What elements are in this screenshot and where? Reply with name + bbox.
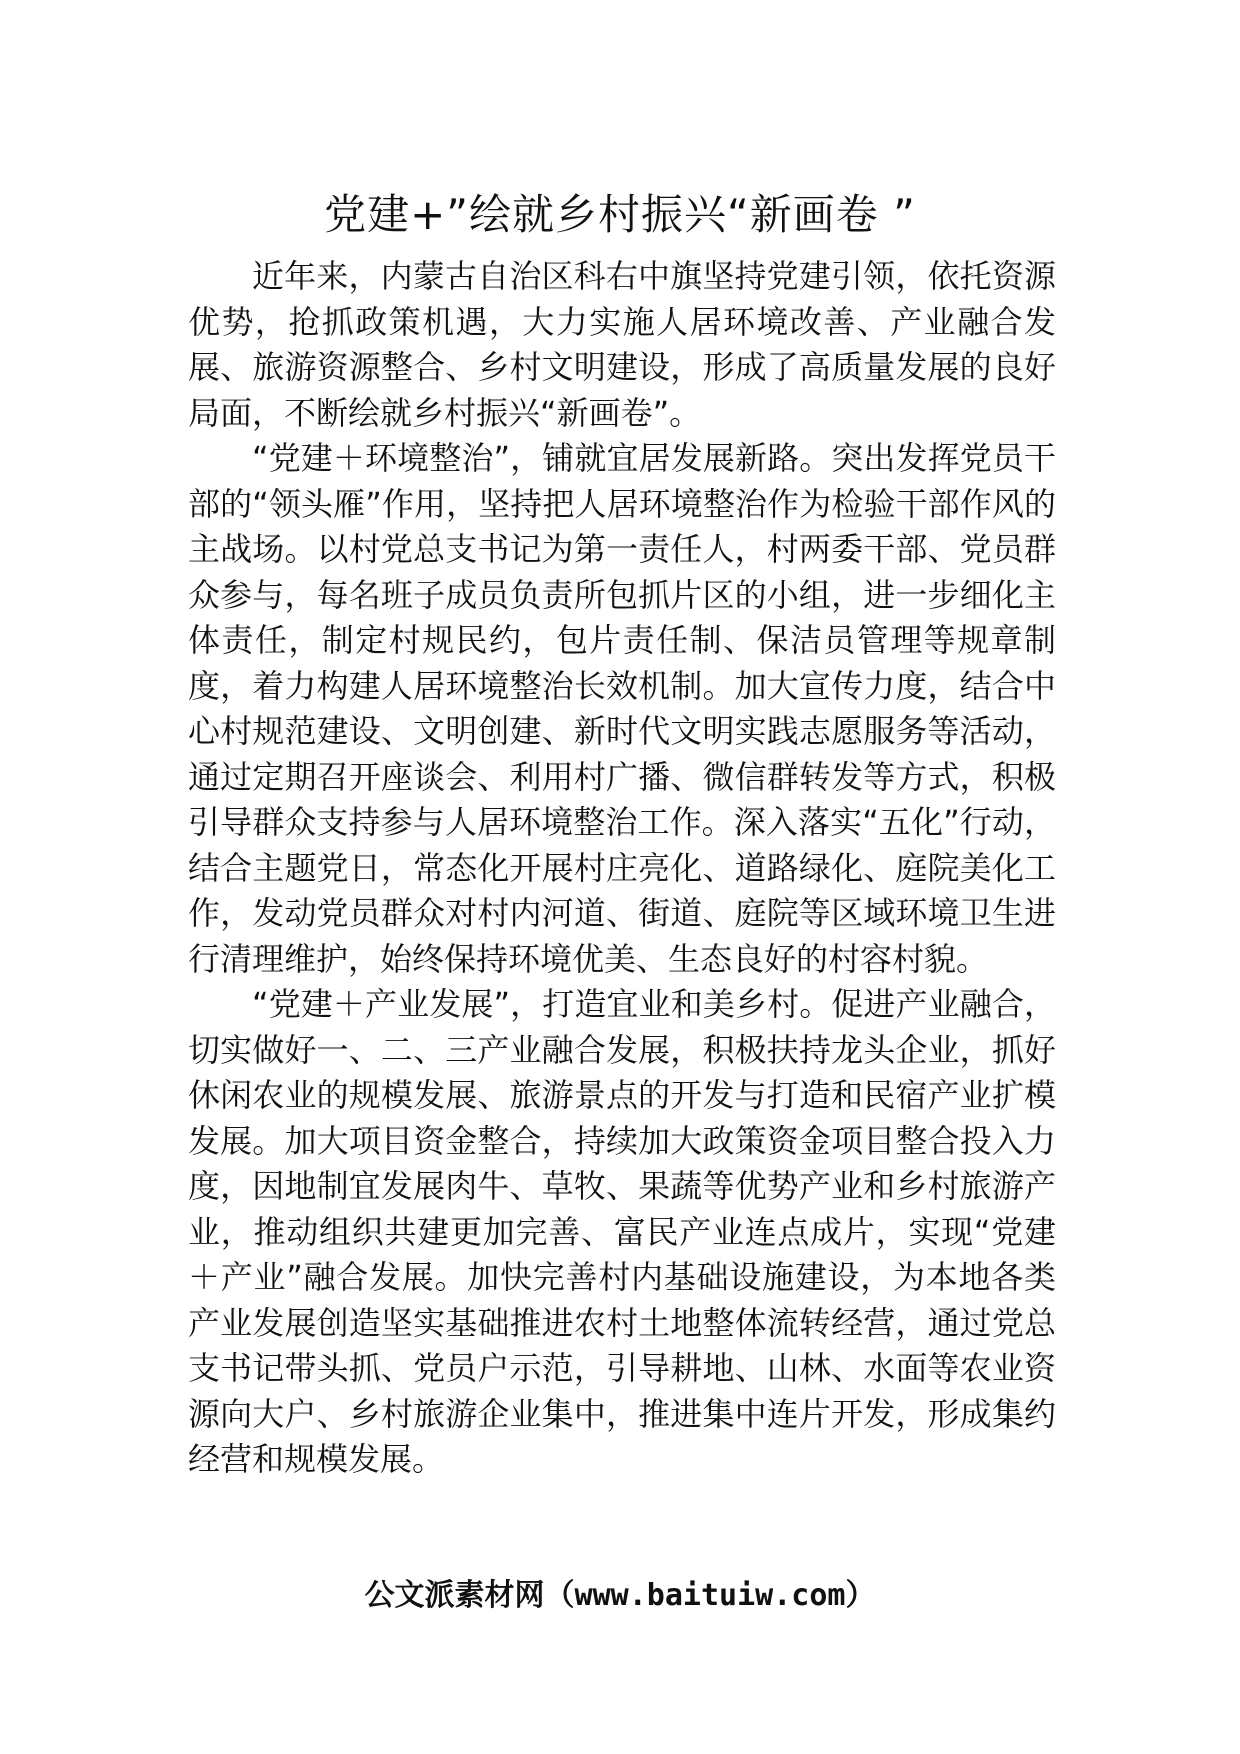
document-body bbox=[188, 254, 1056, 1483]
footer-url[interactable]: （www.baituiw.com） bbox=[544, 1578, 876, 1613]
paragraph-industry bbox=[188, 982, 1056, 1483]
footer-site-name: 公文派素材网 bbox=[364, 1578, 545, 1613]
paragraph-text: 铺就宜居发展新路。突出发挥党员干部的“领头雁”作用，坚持把人居环境整治作为检验干部作风的主战场。以村党总支书记为第一责任人，村两委干部、党员群众参与，每名班子成员负责所包抓片区的小组，进一步细化主体责任，制定村规民约，包片责任制、保洁员管理等规章制度，着力构建人居环境整治长效机制。加大宣传力度，结合中心村规范建设、文明创建、新时代文明实践志愿服务等活动，通过定期召开座谈会、利用村广播、微信群转发等方式，积极引导群众支持参与人居环境整治工作。深入落实“五化”行动，结合主题党日，常态化开展村庄亮化、道路绿化、庭院美化工作，发动党员群众对村内河道、街道、庭院等区域环境卫生进行清理维护，始终保持环境优美、生态良好的村容村貌。 bbox=[188, 439, 1056, 978]
paragraph-intro bbox=[188, 254, 1056, 436]
paragraph-text: 打造宜业和美乡村。促进产业融合，切实做好一、二、三产业融合发展，积极扶持龙头企业，抓好休闲农业的规模发展、旅游景点的开发与打造和民宿产业扩模发展。加大项目资金整合，持续加大政策资金项目整合投入力度，因地制宜发展肉牛、草牧、果蔬等优势产业和乡村旅游产业，推动组织共建更加完善、富民产业连点成片，实现“党建＋产业”融合发展。加快完善村内基础设施建设，为本地各类产业发展创造坚实基础推进农村土地整体流转经营，通过党总支书记带头抓、党员户示范，引导耕地、山林、水面等农业资源向大户、乡村旅游企业集中，推进集中连片开发，形成集约经营和规模发展。 bbox=[188, 985, 1056, 1478]
document-title: 党建+”绘就乡村振兴“新画卷 ” bbox=[324, 190, 916, 239]
paragraph-environment bbox=[188, 436, 1056, 982]
footer-watermark bbox=[0, 1574, 1240, 1618]
paragraph-text: 近年来，内蒙古自治区科右中旗坚持党建引领，依托资源优势，抢抓政策机遇，大力实施人居环境改善、产业融合发展、旅游资源整合、乡村文明建设，形成了高质量发展的良好局面，不断绘就乡村振兴“新画卷”。 bbox=[188, 257, 1056, 432]
paragraph-lead: “党建＋环境整治”， bbox=[252, 439, 543, 477]
paragraph-lead: “党建＋产业发展”， bbox=[252, 985, 543, 1023]
